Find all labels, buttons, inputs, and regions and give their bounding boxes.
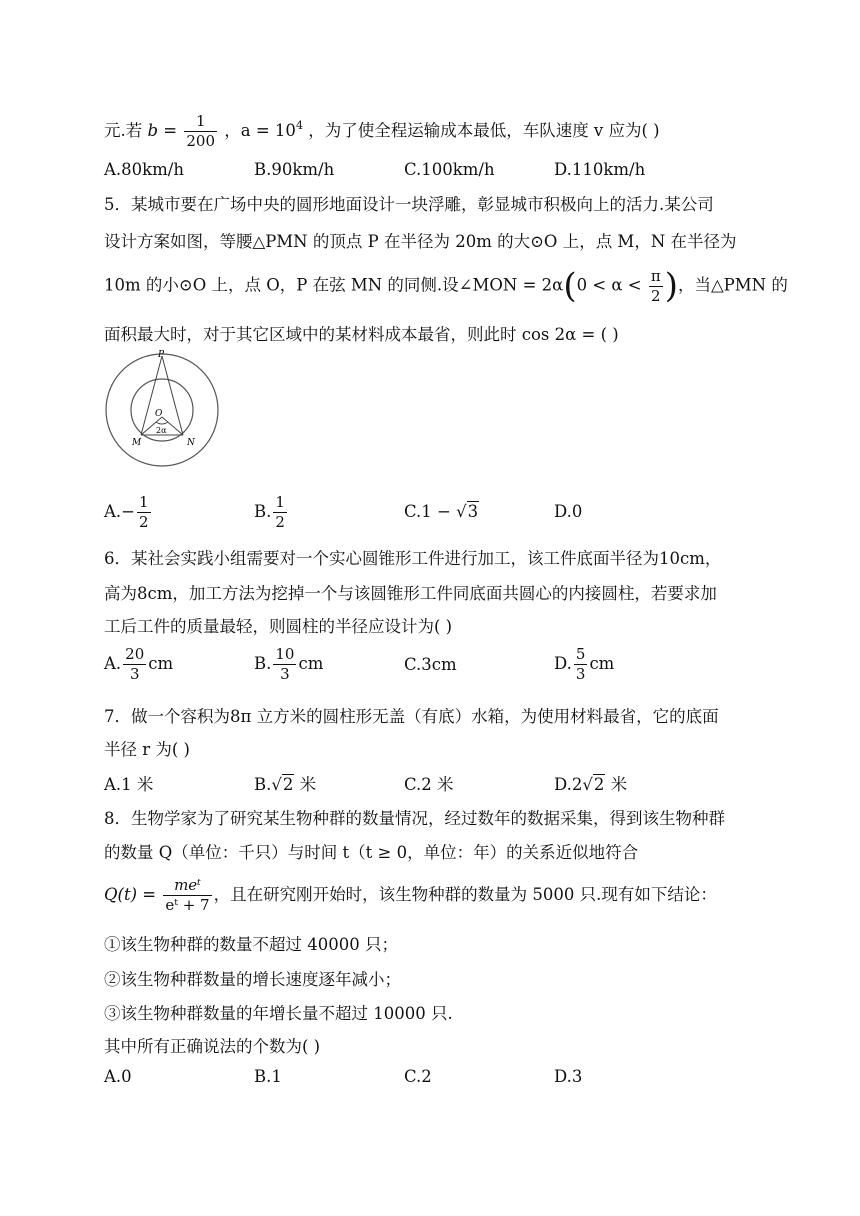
q7-line-1: 7．做一个容积为8π 立方米的圆柱形无盖（有底）水箱，为使用材料最省，它的底面 (104, 707, 719, 726)
q8-option-a[interactable]: A.0 (104, 1067, 132, 1086)
q7-option-d[interactable]: D.2√2 米 (554, 775, 628, 794)
q7-line-2: 半径 r 为( ) (104, 740, 190, 759)
q4-option-c[interactable]: C.100km/h (404, 160, 495, 179)
label-m: M (132, 438, 142, 448)
angle-arc (156, 422, 168, 424)
q8-question: 其中所有正确说法的个数为( ) (104, 1037, 321, 1056)
q4-option-a[interactable]: A.80km/h (104, 160, 184, 179)
q6-option-d[interactable]: D. $\frac{5}{3}$ cm (554, 645, 615, 683)
q4-option-d[interactable]: D.110km/h (554, 160, 646, 179)
q6-line-2: 高为8cm，加工方法为挖掉一个与该圆锥形工件同底面共圆心的内接圆柱，若要求加 (104, 584, 717, 603)
q7-option-b[interactable]: B.√2 米 (254, 775, 317, 794)
q8-conclusion-3: ③该生物种群数量的年增长量不超过 10000 只. (104, 1004, 453, 1023)
label-o: O (155, 409, 163, 419)
q8-formula-fraction: $\frac{\text{meᵗ}}{\text{eᵗ + 7}}$ (165, 876, 210, 914)
q8-line-1: 8．生物学家为了研究某生物种群的数量情况，经过数年的数据采集，得到该生物种群 (104, 809, 725, 828)
label-angle: 2α (156, 426, 167, 435)
q5-line-3: 10m 的小⊙O 上，点 O，P 在弦 MN 的同侧.设∠MON = 2α(0 < α < $\frac{\pi}{2}$ )，当△PMN 的 (104, 266, 788, 306)
q6-option-a[interactable]: A. $\frac{20}{3}$ cm (104, 645, 174, 683)
q5-option-d[interactable]: D.0 (554, 502, 583, 521)
q5-option-c[interactable]: C.1 − √3 (404, 502, 479, 521)
q6-option-c[interactable]: C.3cm (404, 655, 457, 674)
q6-line-1: 6．某社会实践小组需要对一个实心圆锥形工件进行加工，该工件底面半径为10cm， (104, 549, 722, 568)
q5-line-4: 面积最大时，对于其它区域中的某材料成本最省，则此时 cos 2α = ( ) (104, 325, 619, 344)
q5-pi-over-2: $\frac{\pi}{2}$ (650, 266, 661, 305)
q5-circle-figure (104, 350, 264, 470)
q5-line-1: 5．某城市要在广场中央的圆形地面设计一块浮雕，彰显城市积极向上的活力.某公司 (104, 195, 714, 214)
q8-conclusion-1: ①该生物种群的数量不超过 40000 只； (104, 935, 398, 954)
q7-option-a[interactable]: A.1 米 (104, 775, 154, 794)
q4-option-b[interactable]: B.90km/h (254, 160, 335, 179)
q5-option-b[interactable]: B. $\frac{1}{2}$ (254, 493, 285, 531)
q8-conclusion-2: ②该生物种群数量的增长速度逐年减小； (104, 970, 401, 989)
q8-line-2: 的数量 Q（单位：千只）与时间 t（t ≥ 0，单位：年）的关系近似地符合 (104, 843, 639, 862)
q8-formula-line: Q(t) = $\frac{\text{meᵗ}}{\text{eᵗ + 7}}$ ，且在研究刚开始时，该生物种群的数量为 5000 只.现有如下结论： (104, 876, 717, 914)
q8-option-c[interactable]: C.2 (404, 1067, 432, 1086)
label-p: P (158, 350, 165, 360)
q4-b-fraction: $\frac{1}{200}$ (186, 112, 216, 150)
q8-option-b[interactable]: B.1 (254, 1067, 282, 1086)
q5-line-2: 设计方案如图，等腰△PMN 的顶点 P 在半径为 20m 的大⊙O 上，点 M，N 在半径为 (104, 232, 737, 251)
q4-stem: 元.若 b = $\frac{1}{200}$ ，$a = 10^4$ ，为了使全程运输成本最低，车队速度 v 应为( ) (104, 112, 660, 150)
q5-option-a[interactable]: A.− $\frac{1}{2}$ (104, 493, 149, 531)
label-n: N (187, 438, 195, 448)
q6-option-b[interactable]: B. $\frac{10}{3}$ cm (254, 645, 324, 683)
q7-option-c[interactable]: C.2 米 (404, 775, 454, 794)
q6-line-3: 工后工件的质量最轻，则圆柱的半径应设计为( ) (104, 617, 453, 636)
q8-option-d[interactable]: D.3 (554, 1067, 583, 1086)
